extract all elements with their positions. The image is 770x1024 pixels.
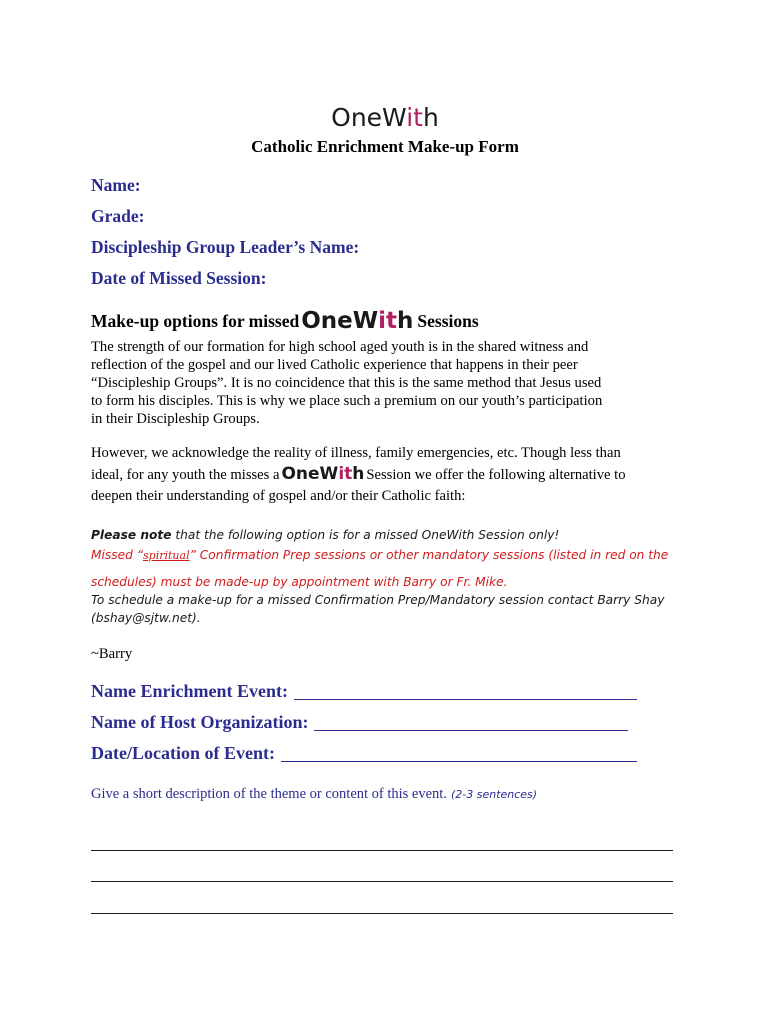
date-location-blank[interactable]	[281, 747, 637, 762]
host-org-label: Name of Host Organization:	[91, 712, 309, 732]
description-prompt: Give a short description of the theme or content of this event. (2-3 sentences)	[91, 786, 538, 802]
onewith-brand-text: OneWith	[421, 528, 475, 542]
host-org-blank[interactable]	[314, 716, 628, 731]
please-note-label: Please note	[91, 528, 172, 542]
onewith-logo-inline: OneWith	[301, 308, 414, 334]
handwritten-word: spiritual	[143, 549, 190, 562]
date-location-field	[91, 743, 637, 764]
description-hint: (2-3 sentences)	[450, 788, 538, 801]
alternative-paragraph: However, we acknowledge the reality of illness, family emergencies, etc. Though less than ideal, for any youth the misses a OneWith Session we offer the following alternative to deepen their understanding of gospel and/or their Catholic faith:	[91, 445, 626, 504]
event-name-field	[91, 681, 637, 702]
grade-field-label: Grade:	[91, 206, 145, 226]
onewith-logo-inline: OneWith	[281, 464, 365, 484]
leader-field-label: Discipleship Group Leader’s Name:	[91, 237, 360, 257]
signoff: ~Barry	[91, 646, 133, 662]
please-note-block: Please note that the following option is for a missed OneWith Session only! Missed “spiritual” Confirmation Prep sessions or other mandatory sessions (listed in red on the schedules) must be made-up by appointment with Barry or Fr. Mike. To schedule a make-up for a missed Confirmation Prep/Mandatory session contact Barry Shay (bshay@sjtw.net).	[91, 528, 669, 625]
event-name-blank[interactable]	[294, 685, 637, 700]
date-field-label: Date of Missed Session:	[91, 268, 267, 288]
logo-text-end: h	[422, 103, 439, 132]
onewith-logo	[0, 102, 770, 134]
logo-cross-t: t	[413, 103, 423, 132]
section-heading: Make-up options for missedOneWith Sessions	[91, 308, 479, 334]
logo-text: OneW	[331, 103, 407, 132]
host-org-field	[91, 712, 628, 733]
date-location-label: Date/Location of Event:	[91, 743, 275, 763]
form-title: Catholic Enrichment Make-up Form	[251, 137, 519, 156]
event-name-label: Name Enrichment Event:	[91, 681, 288, 701]
intro-paragraph: The strength of our formation for high school aged youth is in the shared witness and reflection of the gospel and our lived Catholic experience that happens in their peer “Discipleship Groups”. It is no coincidence that this is the same method that Jesus used to form his disciples. This is why we place such a premium on our youth’s participation in their Discipleship Groups.	[91, 339, 603, 427]
logo-text-accent: i	[406, 103, 414, 132]
description-answer-line[interactable]	[91, 850, 673, 851]
description-answer-line[interactable]	[91, 913, 673, 914]
name-field-label: Name:	[91, 175, 141, 195]
description-answer-line[interactable]	[91, 881, 673, 882]
